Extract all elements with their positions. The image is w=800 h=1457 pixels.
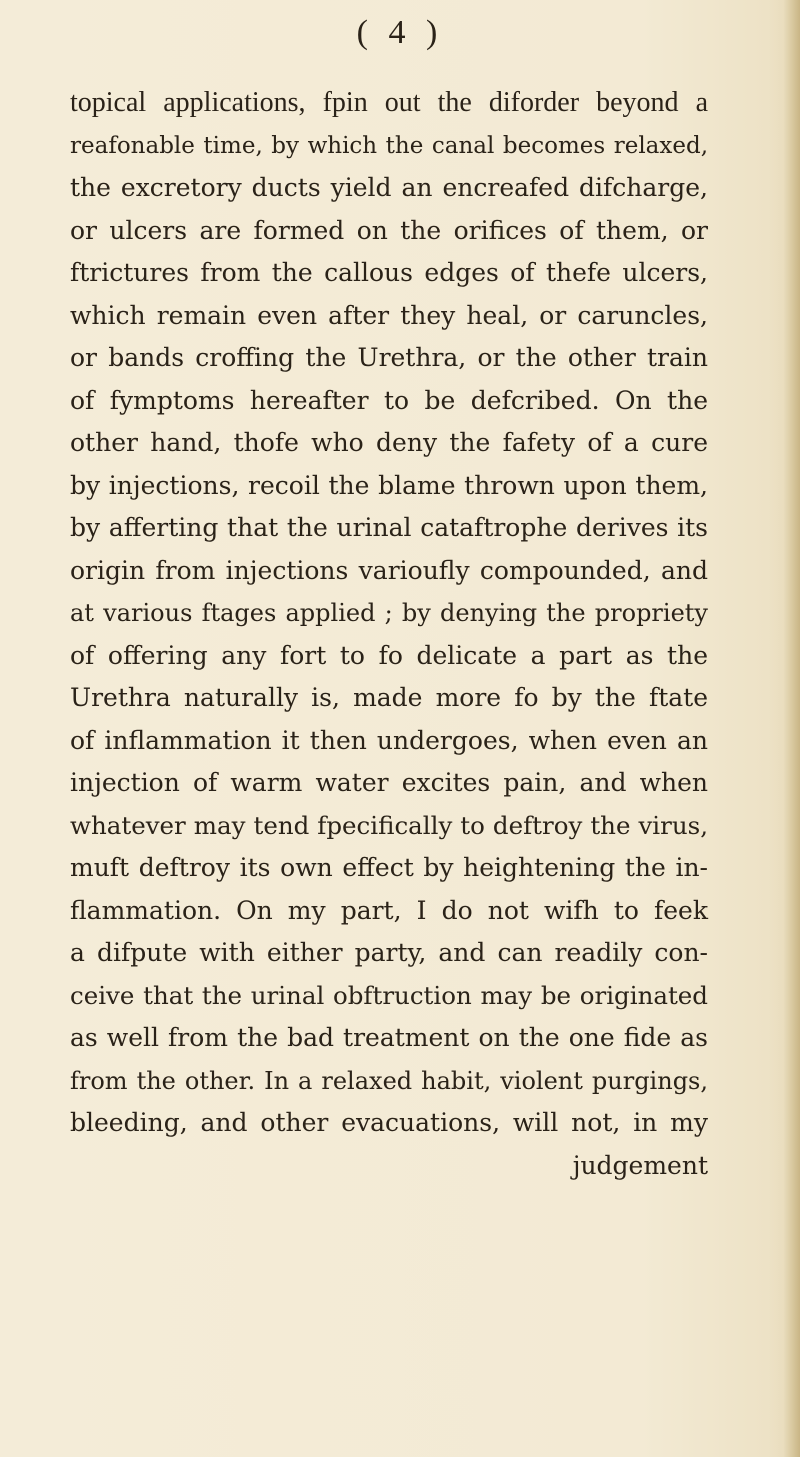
- text-line: of fymptoms hereafter to be defcribed. On the: [70, 385, 708, 415]
- text-line: or bands croffing the Urethra, or the other train: [70, 343, 708, 372]
- catchword: judgement: [572, 1150, 708, 1180]
- text-line: flammation. On my part, I do not wifh to feek: [70, 895, 708, 925]
- text-line: bleeding, and other evacuations, will not, in my: [70, 1108, 708, 1137]
- body-text: [70, 82, 708, 1187]
- text-line: from the other. In a relaxed habit, violent purgings,: [70, 1066, 708, 1095]
- text-line: ceive that the urinal obftruction may be originated: [70, 980, 708, 1010]
- text-line: of inflammation it then undergoes, when even an: [70, 725, 708, 755]
- text-line: of offering any fort to fo delicate a part as the: [70, 640, 708, 670]
- text-line: as well from the bad treatment on the one fide as: [70, 1023, 708, 1052]
- text-line: whatever may tend fpecifically to deftroy the virus,: [70, 810, 708, 840]
- text-line: other hand, thofe who deny the fafety of a cure: [70, 428, 708, 457]
- text-line: ftrictures from the callous edges of thefe ulcers,: [70, 258, 708, 287]
- text-line: muft deftroy its own effect by heightening the in-: [70, 853, 708, 882]
- text-line: by injections, recoil the blame thrown upon them,: [70, 470, 708, 500]
- page-number: ( 4 ): [356, 14, 444, 51]
- text-line: at various ftages applied ; by denying the propriety: [70, 599, 708, 627]
- text-line: reafonable time, by which the canal becomes relaxed,: [70, 132, 708, 159]
- text-line: or ulcers are formed on the orifices of them, or: [70, 215, 708, 245]
- text-line: injection of warm water excites pain, and when: [70, 768, 708, 797]
- text-line: which remain even after they heal, or caruncles,: [70, 300, 708, 330]
- text-line: Urethra naturally is, made more fo by the ftate: [70, 683, 708, 712]
- page-edge: [784, 0, 800, 1457]
- text-line: topical applications, fpin out the diforder beyond a: [70, 87, 708, 118]
- text-line: the excretory ducts yield an encreafed difcharge,: [70, 173, 708, 202]
- text-line: origin from injections varioufly compounded, and: [70, 555, 708, 585]
- text-line: by afferting that the urinal cataftrophe derives its: [70, 513, 708, 542]
- text-line: a difpute with either party, and can readily con-: [70, 938, 708, 967]
